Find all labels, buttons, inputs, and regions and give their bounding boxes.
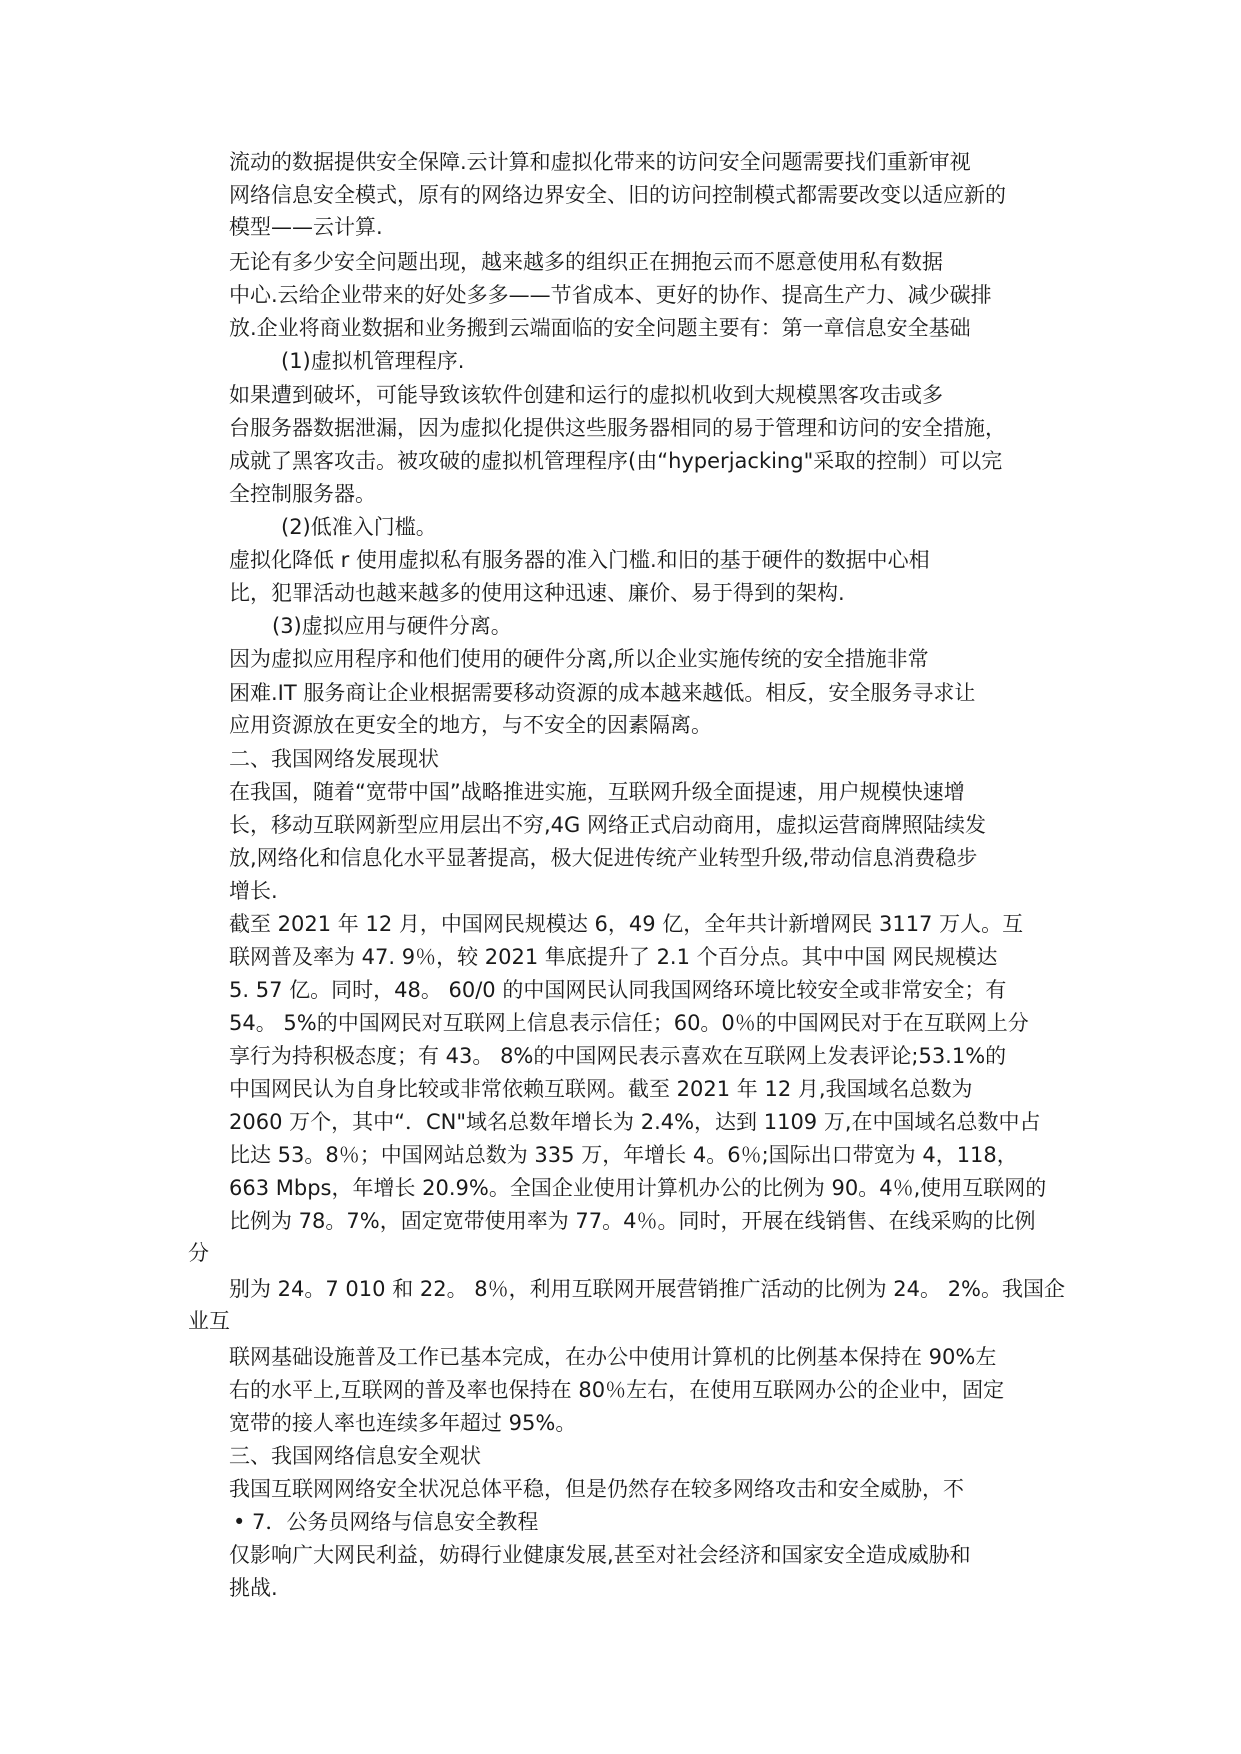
text-line: 宽带的接人率也连续多年超过 95%。 xyxy=(229,1411,577,1435)
text-line: 享行为持积极态度；有 43。 8%的中国网民表示喜欢在互联网上发表评论;53.1%的 xyxy=(229,1044,1007,1068)
text-line: 全控制服务器。 xyxy=(229,482,376,506)
text-line: (2)低准入门槛。 xyxy=(281,515,437,539)
running-header: • 7．公务员网络与信息安全教程 xyxy=(233,1510,539,1534)
section-heading: 二、我国网络发展现状 xyxy=(229,747,439,771)
text-line: 模型——云计算. xyxy=(229,215,383,239)
text-line: 在我国，随着“宽带中国”战略推进实施，互联网升级全面提速，用户规模快速增 xyxy=(229,780,965,804)
text-line: 中心.云给企业带来的好处多多——节省成本、更好的协作、提高生产力、减少碳排 xyxy=(229,283,992,307)
text-line: 挑战. xyxy=(229,1576,278,1600)
text-line: 比例为 78。7%，固定宽带使用率为 77。4％。同时，开展在线销售、在线采购的比例 xyxy=(229,1209,1036,1233)
text-line: 如果遭到破坏，可能导致该软件创建和运行的虚拟机收到大规模黑客攻击或多 xyxy=(229,383,943,407)
text-line: 业互 xyxy=(188,1309,230,1333)
text-line: 分 xyxy=(188,1241,209,1265)
text-line: 5. 57 亿。同时，48。 60/0 的中国网民认同我国网络环境比较安全或非常安全；有 xyxy=(229,978,1007,1002)
text-line: 仅影响广大网民利益，妨碍行业健康发展,甚至对社会经济和国家安全造成威胁和 xyxy=(229,1543,971,1567)
section-heading: 三、我国网络信息安全观状 xyxy=(229,1444,481,1468)
text-line: 我国互联网网络安全状况总体平稳，但是仍然存在较多网络攻击和安全威胁，不 xyxy=(229,1477,964,1501)
text-line: 台服务器数据泄漏，因为虚拟化提供这些服务器相同的易于管理和访问的安全措施， xyxy=(229,416,1006,440)
text-line: 长，移动互联网新型应用层出不穷,4G 网络正式启动商用，虚拟运营商牌照陆续发 xyxy=(229,813,986,837)
text-line: 因为虚拟应用程序和他们使用的硬件分离,所以企业实施传统的安全措施非常 xyxy=(229,647,929,671)
text-line: 54。 5%的中国网民对互联网上信息表示信任；60。0％的中国网民对于在互联网上分 xyxy=(229,1011,1029,1035)
text-line: 流动的数据提供安全保障.云计算和虚拟化带来的访问安全问题需要找们重新审视 xyxy=(229,150,971,174)
text-line: 2060 万个，其中“．CN"域名总数年增长为 2.4%，达到 1109 万,在中国域名总数中占 xyxy=(229,1110,1041,1134)
text-line: 增长. xyxy=(229,879,278,903)
text-line: 联网基础设施普及工作已基本完成，在办公中使用计算机的比例基本保持在 90%左 xyxy=(229,1345,997,1369)
text-line: 中国网民认为自身比较或非常依赖互联网。截至 2021 年 12 月,我国域名总数为 xyxy=(229,1077,973,1101)
text-line: (1)虚拟机管理程序. xyxy=(281,349,465,373)
text-line: 右的水平上,互联网的普及率也保持在 80％左右，在使用互联网办公的企业中，固定 xyxy=(229,1378,1005,1402)
text-line: 别为 24。7 010 和 22。 8％，利用互联网开展营销推广活动的比例为 24。 2%。我国企 xyxy=(229,1277,1066,1301)
text-line: 放,网络化和信息化水平显著提高，极大促进传统产业转型升级,带动信息消费稳步 xyxy=(229,846,978,870)
text-line: 663 Mbps，年增长 20.9%。全国企业使用计算机办公的比例为 90。4％,使用互联网的 xyxy=(229,1176,1047,1200)
text-line: 比，犯罪活动也越来越多的使用这种迅速、廉价、易于得到的架构. xyxy=(229,581,845,605)
text-line: (3)虚拟应用与硬件分离。 xyxy=(272,614,512,638)
text-line: 放.企业将商业数据和业务搬到云端面临的安全问题主要有：第一章信息安全基础 xyxy=(229,316,971,340)
text-line: 网络信息安全模式，原有的网络边界安全、旧的访问控制模式都需要改变以适应新的 xyxy=(229,183,1006,207)
text-line: 虚拟化降低 r 使用虚拟私有服务器的准入门槛.和旧的基于硬件的数据中心相 xyxy=(229,548,930,572)
text-line: 困难.IT 服务商让企业根据需要移动资源的成本越来越低。相反，安全服务寻求让 xyxy=(229,681,976,705)
text-line: 成就了黑客攻击。被攻破的虚拟机管理程序(由“hyperjacking"采取的控制）可以完 xyxy=(229,449,1003,473)
text-line: 比达 53。8％；中国网站总数为 335 万，年增长 4。6％;国际出口带宽为 4，118， xyxy=(229,1143,1018,1167)
text-line: 截至 2021 年 12 月，中国网民规模达 6，49 亿，全年共计新增网民 3117 万人。互 xyxy=(229,912,1024,936)
text-line: 应用资源放在更安全的地方，与不安全的因素隔离。 xyxy=(229,713,712,737)
text-line: 无论有多少安全问题出现，越来越多的组织正在拥抱云而不愿意使用私有数据 xyxy=(229,250,943,274)
text-line: 联网普及率为 47. 9％，较 2021 隼底提升了 2.1 个百分点。其中中国 网民规模达 xyxy=(229,945,998,969)
